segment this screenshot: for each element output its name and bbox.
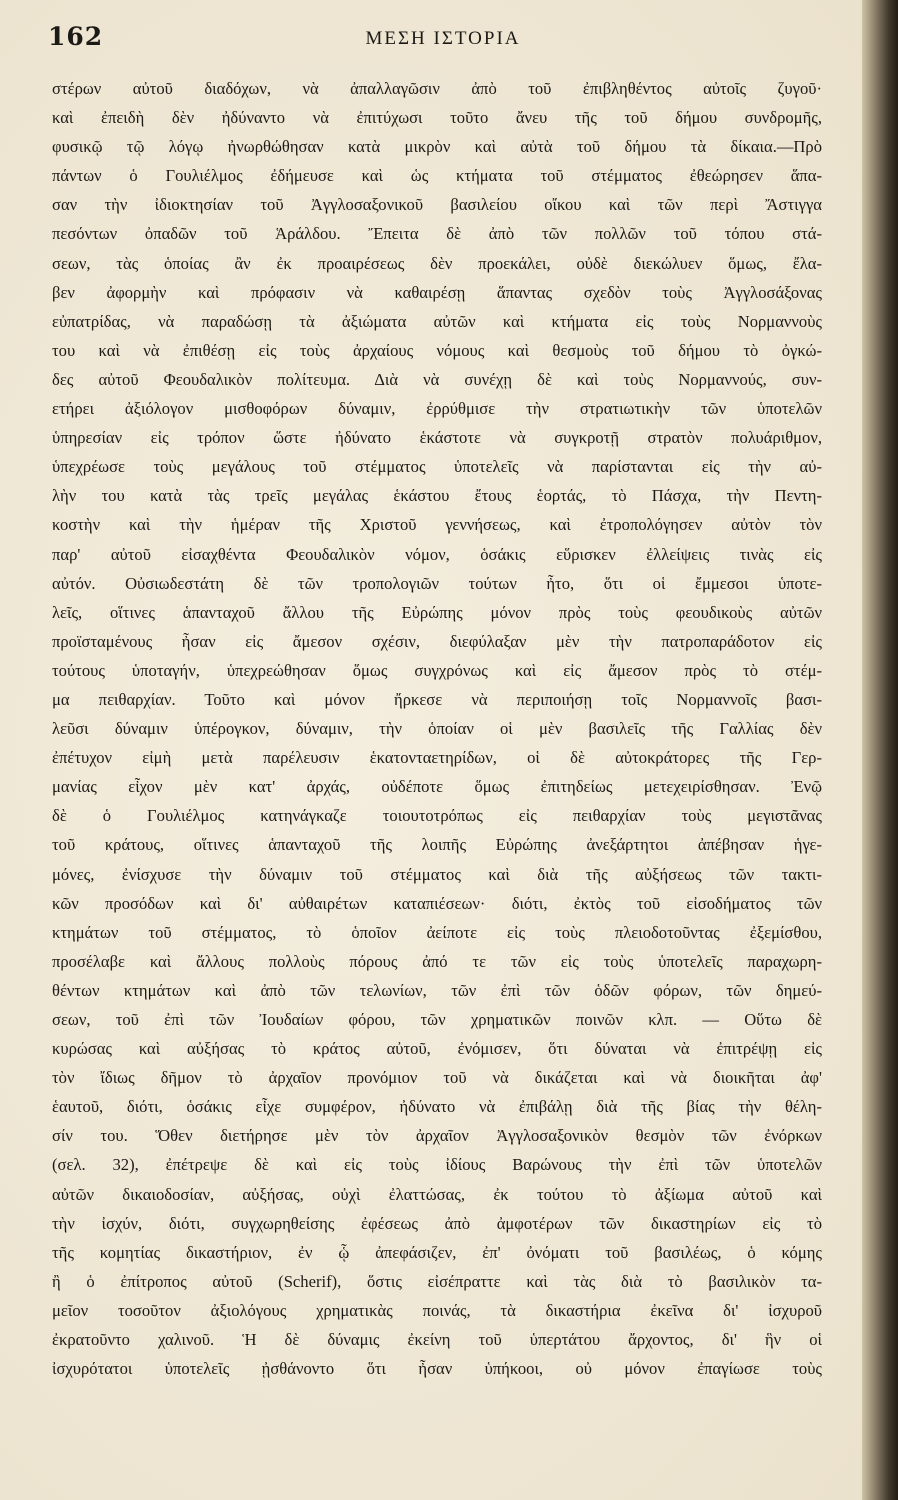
text-line: τῆς κομητίας δικαστήριον, ἐν ᾧ ἀπεφάσιζεν, ἐπ' ὀνόματι τοῦ βασιλέως, ὁ κόμης [52, 1242, 822, 1262]
text-line: πάντων ὁ Γουλιέλμος ἐδήμευσε καὶ ὡς κτήματα τοῦ στέμματος ἐθεώρησεν ἅπα- [52, 166, 822, 186]
text-line: αὐτόν. Οὐσιωδεστάτη δὲ τῶν τροπολογιῶν τούτων ἦτο, ὅτι οἱ ἔμμεσοι ὑποτε- [52, 573, 822, 593]
text-line: σεων, τὰς ὁποίας ἂν ἐκ προαιρέσεως δὲν προεκάλει, οὐδὲ διεκώλυεν ὅμως, ἔλα- [52, 253, 822, 273]
text-line: πεσόντων ὀπαδῶν τοῦ Ἁράλδου. Ἔπειτα δὲ ἀπὸ τῶν πολλῶν τοῦ τόπου στά- [52, 224, 822, 244]
text-line: βεν ἀφορμὴν καὶ πρόφασιν νὰ καθαιρέσῃ ἅπαντας σχεδὸν τοὺς Ἀγγλοσάξονας [52, 282, 822, 302]
text-line: μανίας εἶχον μὲν κατ' ἀρχάς, οὐδέποτε ὅμως ἐπιτηδείως μετεχειρίσθησαν. Ἐνῷ [52, 777, 822, 797]
text-line: δὲ ὁ Γουλιέλμος κατηνάγκαζε τοιουτοτρόπως εἰς πειθαρχίαν τοὺς μεγιστᾶνας [52, 806, 822, 826]
text-line: σίν του. Ὅθεν διετήρησε μὲν τὸν ἀρχαῖον Ἀγγλοσαξονικὸν θεσμὸν τῶν ἐνόρκων [52, 1126, 822, 1146]
body-text [52, 74, 822, 1383]
text-line: προϊσταμένους ἦσαν εἰς ἄμεσον σχέσιν, διεφύλαξαν μὲν τὴν πατροπαράδοτον εἰς [52, 631, 822, 651]
text-line: μόνες, ἐνίσχυσε τὴν δύναμιν τοῦ στέμματος καὶ διὰ τῆς αὐξήσεως τῶν τακτι- [52, 864, 822, 884]
text-line: μα πειθαρχίαν. Τοῦτο καὶ μόνον ἤρκεσε νὰ περιποιήσῃ τοῖς Νορμαννοῖς βασι- [52, 689, 822, 709]
text-line: παρ' αὐτοῦ εἰσαχθέντα Φεουδαλικὸν νόμον, ὁσάκις εὕρισκεν ἐλλείψεις τινὰς εἰς [52, 544, 822, 564]
text-line: ετήρει ἀξιόλογον μισθοφόρων δύναμιν, ἐρρύθμισε τὴν στρατιωτικὴν τῶν ὑποτελῶν [52, 399, 822, 419]
page-number: 162 [48, 22, 104, 51]
text-line: λεῖς, οἵτινες ἁπανταχοῦ ἄλλου τῆς Εὐρώπης μόνον πρὸς τοὺς φεουδικοὺς αὐτῶν [52, 602, 822, 622]
text-line: μεῖον τοσοῦτον ἀξιολόγους χρηματικὰς ποινάς, τὰ δικαστήρια ἐκεῖνα δι' ἰσχυροῦ [52, 1300, 822, 1320]
text-line: ἐπέτυχον εἰμὴ μετὰ παρέλευσιν ἑκατονταετηρίδων, οἱ δὲ αὐτοκράτορες τῆς Γερ- [52, 748, 822, 768]
text-line: φυσικῷ τῷ λόγῳ ἠνωρθώθησαν κατὰ μικρὸν καὶ αὐτὰ τοῦ δήμου τὰ δίκαια.—Πρὸ [52, 137, 822, 157]
text-line: σεων, τοῦ ἐπὶ τῶν Ἰουδαίων φόρου, τῶν χρηματικῶν ποινῶν κλπ. — Οὕτω δὲ [52, 1010, 822, 1029]
text-line: του καὶ νὰ ἐπιθέσῃ εἰς τοὺς ἀρχαίους νόμους καὶ θεσμοὺς τοῦ δήμου τὸ ὀγκώ- [52, 340, 822, 360]
text-line: στέρων αὐτοῦ διαδόχων, νὰ ἀπαλλαγῶσιν ἀπὸ τοῦ ἐπιβληθέντος αὐτοῖς ζυγοῦ· [52, 79, 822, 98]
text-line: ἢ ὁ ἐπίτροπος αὐτοῦ (Scherif), ὅστις εἰσέπραττε καὶ τὰς διὰ τὸ βασιλικὸν τα- [52, 1271, 822, 1291]
text-line: λὴν του κατὰ τὰς τρεῖς μεγάλας ἑκάστου ἔτους ἑορτάς, τὸ Πάσχα, τὴν Πεντη- [52, 486, 822, 506]
text-line: ἑαυτοῦ, διότι, ὁσάκις εἶχε συμφέρον, ἠδύνατο νὰ ἐπιβάλῃ διὰ τῆς βίας τὴν θέλη- [52, 1097, 822, 1117]
text-line: κοστὴν καὶ τὴν ἡμέραν τῆς Χριστοῦ γεννήσεως, καὶ ἐτροπολόγησεν αὐτὸν τὸν [52, 515, 822, 535]
text-line: εὐπατρίδας, νὰ παραδώσῃ τὰ ἀξιώματα αὐτῶν καὶ κτήματα εἰς τοὺς Νορμαννοὺς [52, 311, 822, 331]
text-line: ὑπηρεσίαν εἰς τρόπον ὥστε ἠδύνατο ἑκάστοτε νὰ συγκροτῇ στρατὸν πολυάριθμον, [52, 428, 822, 448]
text-line: τὴν ἰσχύν, διότι, συγχωρηθείσης ἐφέσεως ἀπὸ ἀμφοτέρων τῶν δικαστηρίων εἰς τὸ [52, 1213, 822, 1233]
text-line: τοῦ κράτους, οἵτινες ἁπανταχοῦ τῆς λοιπῆς Εὐρώπης ἀνεξάρτητοι ἀπέβησαν ἡγε- [52, 835, 822, 855]
text-line: (σελ. 32), ἐπέτρεψε δὲ καὶ εἰς τοὺς ἰδίους Βαρώνους τὴν ἐπὶ τῶν ὑποτελῶν [52, 1155, 822, 1175]
text-line: σαν τὴν ἰδιοκτησίαν τοῦ Ἀγγλοσαξονικοῦ βασιλείου οἴκου καὶ τῶν περὶ Ἄστιγγα [52, 195, 822, 215]
text-line: αὐτῶν δικαιοδοσίαν, αὐξήσας, οὐχὶ ἐλαττώσας, ἐκ τούτου τὸ ἀξίωμα αὐτοῦ καὶ [52, 1184, 822, 1204]
text-line: τὸν ἴδιως δῆμον τὸ ἀρχαῖον προνόμιον τοῦ νὰ δικάζεται καὶ νὰ διοικῆται ἀφ' [52, 1068, 822, 1088]
text-line: δες αὐτοῦ Φεουδαλικὸν πολίτευμα. Διὰ νὰ συνέχῃ δὲ καὶ τοὺς Νορμαννούς, συν- [52, 369, 822, 389]
text-line: ἐκρατοῦντο χαλινοῦ. Ἡ δὲ δύναμις ἐκείνη τοῦ ὑπερτάτου ἄρχοντος, δι' ἣν οἱ [52, 1330, 822, 1350]
text-line: κυρώσας καὶ αὐξήσας τὸ κράτος αὐτοῦ, ἐνόμισεν, ὅτι δύναται νὰ ἐπιτρέψῃ εἰς [52, 1039, 822, 1059]
page-header [48, 22, 838, 62]
text-line: λεῦσι δύναμιν ὑπέρογκον, δύναμιν, τὴν ὁποίαν οἱ μὲν βασιλεῖς τῆς Γαλλίας δὲν [52, 719, 822, 739]
text-line: θέντων κτημάτων καὶ ἀπὸ τῶν τελωνίων, τῶν ἐπὶ τῶν ὁδῶν φόρων, τῶν δημεύ- [52, 980, 822, 1000]
text-line: κῶν προσόδων καὶ δι' αὐθαιρέτων καταπιέσεων· διότι, ἐκτὸς τοῦ εἰσοδήματος τῶν [52, 893, 822, 913]
running-title: ΜΕΣΗ ΙΣΤΟΡΙΑ [365, 28, 521, 49]
text-line: ὑπεχρέωσε τοὺς μεγάλους τοῦ στέμματος ὑποτελεῖς νὰ παρίστανται εἰς τὴν αὐ- [52, 457, 822, 477]
text-line: προσέλαβε καὶ ἄλλους πολλοὺς πόρους ἀπό τε τῶν εἰς τοὺς ὑποτελεῖς παραχωρη- [52, 951, 822, 971]
text-line: κτημάτων τοῦ στέμματος, τὸ ὁποῖον ἀείποτε εἰς τοὺς πλειοδοτοῦντας ἐξεμίσθου, [52, 922, 822, 942]
text-line: καὶ ἐπειδὴ δὲν ἠδύναντο νὰ ἐπιτύχωσι τοῦτο ἄνευ τῆς τοῦ δήμου συνδρομῆς, [52, 108, 822, 128]
book-gutter [862, 0, 898, 1500]
text-line: ἰσχυρότατοι ὑποτελεῖς ᾐσθάνοντο ὅτι ἦσαν ὑπήκοοι, οὐ μόνον ἐπαγίωσε τοὺς [52, 1359, 822, 1379]
text-line: τούτους ὑποταγήν, ὑπεχρεώθησαν ὅμως συγχρόνως καὶ εἰς ἄμεσον πρὸς τὸ στέμ- [52, 660, 822, 680]
